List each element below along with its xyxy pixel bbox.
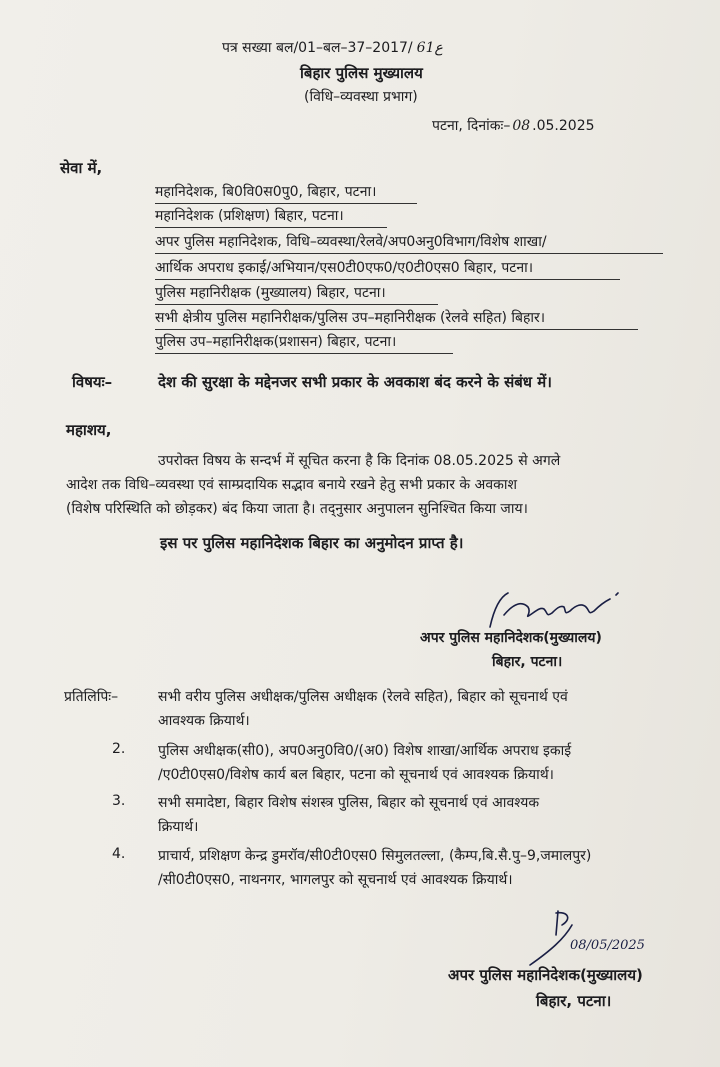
department-name: (विधि–व्यवस्था प्रभाग) [304, 89, 418, 105]
recipient-line: महानिदेशक (प्रशिक्षण) बिहार, पटना। [155, 208, 344, 224]
date-rest: .05.2025 [532, 118, 595, 134]
underline [155, 279, 620, 280]
approval-text: इस पर पुलिस महानिदेशक बिहार का अनुमोदन प्राप्त है। [160, 534, 464, 552]
body-line: (विशेष परिस्थिति को छोड़कर) बंद किया जाता है। तद्नुसार अनुपालन सुनिश्चित किया जाय। [66, 501, 528, 517]
signatory-designation: अपर पुलिस महानिदेशक(मुख्यालय) [448, 966, 643, 984]
copy-item-line: /सी0टी0एस0, नाथनगर, भागलपुर को सूचनार्थ एवं आवश्यक क्रियार्थ। [158, 872, 513, 888]
underline [155, 329, 638, 330]
copy-item-line: सभी समादेष्टा, बिहार विशेष संशस्त्र पुलिस, बिहार को सूचनार्थ एवं आवश्यक [158, 795, 540, 811]
recipient-line: सभी क्षेत्रीय पुलिस महानिरीक्षक/पुलिस उप–महानिरीक्षक (रेलवे सहित) बिहार। [155, 310, 546, 326]
handwritten-date: 08 [512, 118, 531, 134]
copy-item-line: सभी वरीय पुलिस अधीक्षक/पुलिस अधीक्षक (रेलवे सहित), बिहार को सूचनार्थ एवं [158, 689, 568, 705]
copy-item-line: /ए0टी0एस0/विशेष कार्य बल बिहार, पटना को सूचनार्थ एवं आवश्यक क्रियार्थ। [158, 767, 554, 783]
handwritten-initial [520, 905, 680, 967]
copy-item-line: पुलिस अधीक्षक(सी0), अप0अनु0वि0/(अ0) विशेष शाखा/आर्थिक अपराध इकाई [158, 743, 572, 759]
copy-item-number: 4. [112, 846, 126, 862]
letter-number-text: पत्र सख्या बल/01–बल–37–2017/ [222, 40, 413, 56]
copy-item-line: क्रियार्थ। [158, 819, 199, 835]
underline [155, 304, 438, 305]
to-label: सेवा में, [60, 159, 103, 177]
underline [155, 227, 387, 228]
copy-label: प्रतिलिपिः– [64, 689, 119, 705]
handwritten-date-note: 08/05/2025 [570, 938, 645, 953]
copy-item-number: 3. [112, 793, 126, 809]
salutation: महाशय, [66, 421, 112, 439]
office-name: बिहार पुलिस मुख्यालय [300, 64, 423, 82]
signatory-place: बिहार, पटना। [492, 654, 563, 670]
place-date [432, 116, 595, 135]
letter-number [222, 38, 443, 57]
recipient-line: अपर पुलिस महानिदेशक, विधि–व्यवस्था/रेलवे/अप0अनु0विभाग/विशेष शाखा/ [155, 234, 547, 250]
signatory-designation: अपर पुलिस महानिदेशक(मुख्यालय) [420, 630, 602, 646]
recipient-line: आर्थिक अपराध इकाई/अभियान/एस0टी0एफ0/ए0टी0एस0 बिहार, पटना। [155, 260, 534, 276]
body-line: उपरोक्त विषय के सन्दर्भ में सूचित करना है कि दिनांक 08.05.2025 से अगले [158, 453, 561, 469]
recipient-line: पुलिस उप–महानिरीक्षक(प्रशासन) बिहार, पटना। [155, 334, 397, 350]
recipient-line: पुलिस महानिरीक्षक (मुख्यालय) बिहार, पटना। [155, 285, 386, 301]
copy-item-line: आवश्यक क्रियार्थ। [158, 713, 250, 729]
underline [155, 353, 453, 354]
subject-text: देश की सुरक्षा के मद्देनजर सभी प्रकार के अवकाश बंद करने के संबंध में। [158, 373, 552, 391]
recipient-line: महानिदेशक, बि0वि0स0पु0, बिहार, पटना। [155, 184, 377, 200]
underline [155, 253, 663, 254]
underline [155, 203, 417, 204]
copy-item-line: प्राचार्य, प्रशिक्षण केन्द्र डुमरॉव/सी0टी0एस0 सिमुलतल्ला, (कैम्प,बि.सै.पु–9,जमालपुर) [158, 848, 592, 864]
handwritten-number: ع61 [416, 40, 443, 56]
signatory-place: बिहार, पटना। [536, 992, 612, 1010]
place-date-label: पटना, दिनांकः– [432, 118, 511, 134]
subject-label: विषयः– [72, 373, 113, 391]
body-line: आदेश तक विधि–व्यवस्था एवं साम्प्रदायिक सद्भाव बनाये रखने हेतु सभी प्रकार के अवकाश [66, 477, 518, 493]
copy-item-number: 2. [112, 741, 126, 757]
